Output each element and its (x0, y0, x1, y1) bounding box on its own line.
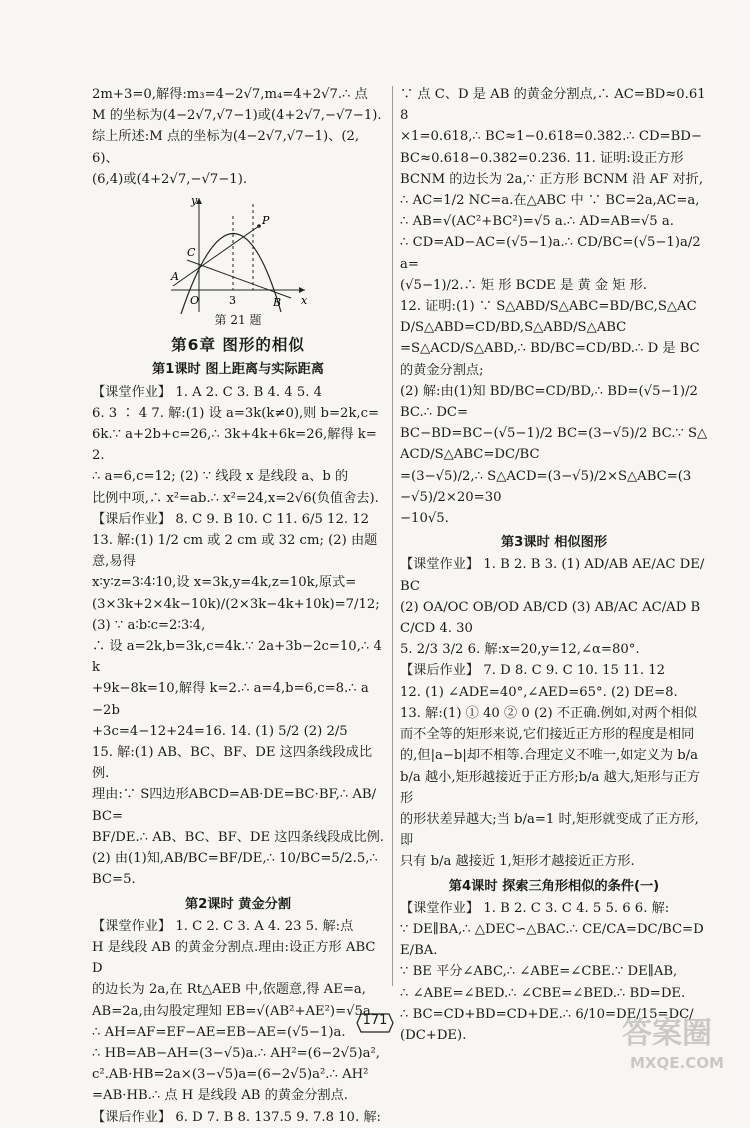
text-line: 而不全等的矩形来说,它们接近正方形的程度是相同 (400, 727, 695, 743)
text-line: 综上所述:M 点的坐标为(4−2√7,√7−1)、(2,6)、 (92, 129, 360, 166)
text-line: ∴ BC=CD+BD=CD+DE.∴ 6/10=DE/15=DC/(DC+DE). (400, 1006, 694, 1043)
text-line: 【课堂作业】 1. B 2. B 3. (1) AD/AB AE/AC DE/BC (400, 557, 705, 594)
left-column (92, 84, 384, 1128)
text-line: H 是线段 AB 的黄金分割点.理由:设正方形 ABCD (92, 939, 376, 977)
text-line: 【课后作业】 8. C 9. B 10. C 11. 6/5 12. 12 (92, 511, 370, 527)
text-line: ∵ DE∥BA,∴ △DEC∽△BAC.∴ CE/CA=DC/BC=DE/BA. (400, 921, 704, 959)
lesson-4-title: 第4课时 探索三角形相似的条件(一) (448, 878, 660, 894)
text-line: 【课堂作业】 1. B 2. C 3. C 4. 5 5. 6 6. 解: (400, 900, 670, 916)
text-line: ∴ 设 a=2k,b=3k,c=4k.∵ 2a+3b−2c=10,∴ 4k (92, 639, 382, 676)
text-line: 15. 解:(1) AB、BC、BF、DE 这四条线段成比例. (92, 745, 373, 782)
left-intro-block (92, 84, 384, 190)
label-three: 3 (229, 294, 236, 308)
label-a: A (171, 270, 179, 284)
text-line: ∴ a=6,c=12; (2) ∵ 线段 x 是线段 a、b 的 (92, 469, 349, 485)
text-line: M 的坐标为(4−2√7,√7−1)或(4+2√7,−√7−1). (92, 108, 382, 124)
text-line: (6,4)或(4+2√7,−√7−1). (92, 171, 248, 187)
text-line: 比例中项,∴ x²=ab.∴ x²=24,x=2√6(负值舍去). (92, 490, 379, 506)
text-line: 【课堂作业】 1. A 2. C 3. B 4. 4 5. 4 (92, 384, 323, 400)
label-o: O (190, 294, 200, 308)
page-number (355, 1010, 395, 1036)
text-line: c².AB·HB=2a×(3−√5)a=(6−2√5)a².∴ AH² (92, 1067, 369, 1083)
text-line: 13. 解:(1) 1/2 cm 或 2 cm 或 32 cm; (2) 由题意,易得 (92, 533, 378, 570)
text-line: 2m+3=0,解得:m₃=4−2√7,m₄=4+2√7.∴ 点 (92, 87, 368, 102)
text-line: 的边长为 2a,在 Rt△AEB 中,依题意,得 AE=a, (92, 982, 366, 998)
watermark-text-top: 答案圈 (622, 1016, 712, 1051)
text-line: BF/DE.∴ AB、BC、BF、DE 这四条线段成比例. (92, 829, 384, 845)
lesson-2-answers (92, 916, 384, 1128)
label-c: C (187, 246, 196, 260)
lesson-1-title: 第1课时 图上距离与实际距离 (151, 362, 325, 378)
text-line: (2) OA/OC OB/OD AB/CD (3) AB/AC AC/AD BC/CD 4. 30 (400, 599, 701, 637)
text-line: (2) 由(1)知,AB/BC=BF/DE,∴ 10/BC=5/2.5,∴ BC=5. (92, 851, 378, 888)
text-line: BC−BD=BC−(√5−1)/2 BC=(3−√5)/2 BC.∵ S△ACD/S△ABC=DC/BC (400, 426, 708, 463)
text-line: ∵ BE 平分∠ABC,∴ ∠ABE=∠CBE.∵ DE∥AB, (400, 964, 678, 980)
text-line: 【课堂作业】 1. C 2. C 3. A 4. 23 5. 解:点 (92, 918, 354, 934)
lesson-2-title: 第2课时 黄金分割 (184, 896, 292, 912)
point-p (257, 224, 261, 228)
line-ap (173, 226, 259, 286)
text-line: ∴ AB=√(AC²+BC²)=√5 a.∴ AD=AB=√5 a. (400, 214, 674, 230)
label-p: P (262, 214, 270, 228)
text-line: 12. 证明:(1) ∵ S△ABD/S△ABC=BD/BC,S△ACD/S△ABD=CD/BD,S△ABD/S△ABC (400, 299, 697, 336)
problem-21-figure (163, 194, 313, 314)
column-divider (392, 86, 393, 986)
text-line: (3×3k+2×4k−10k)/(2×3k−4k+10k)=7/12; (3) ∵ a∶b∶c=2∶3∶4, (92, 596, 380, 633)
label-x: x (301, 294, 308, 308)
x-axis-arrow (299, 287, 305, 293)
right-continued-answers (400, 84, 708, 529)
figure-caption: 第 21 题 (214, 313, 262, 328)
chapter-title: 第6章 图形的相似 (171, 336, 305, 355)
text-line: +3c=4−12+24=16. 14. (1) 5/2 (2) 2/5 (92, 723, 348, 739)
text-line: BCNM 的边长为 2a,∵ 正方形 BCNM 沿 AF 对折, (400, 171, 704, 187)
text-line: =AB·HB.∴ 点 H 是线段 AB 的黄金分割点. (92, 1088, 348, 1104)
text-line: (2) 解:由(1)知 BD/BC=CD/BD,∴ BD=(√5−1)/2 BC.∴ DC= (400, 383, 698, 421)
watermark-text-bottom: MXQE.COM (630, 1054, 724, 1072)
text-line: ∴ AH=AF=EF−AE=EB−AE=(√5−1)a. (92, 1024, 346, 1040)
text-line: 6. 3 ∶ 4 7. 解:(1) 设 a=3k(k≠0),则 b=2k,c= (92, 405, 380, 421)
text-line: 理由:∵ S四边形ABCD=AB·DE=BC·BF,∴ AB/BC= (92, 787, 377, 824)
text-line: =S△ACD/S△ABD,∴ BD/BC=CD/BD.∴ D 是 BC 的黄金分割点; (400, 341, 700, 378)
text-line: 只有 b/a 越接近 1,矩形才越接近正方形. (400, 854, 635, 870)
label-b: B (273, 296, 282, 310)
text-line: 13. 解:(1) ① 40 ② 0 (2) 不正确.例如,对两个相似 (400, 705, 698, 721)
label-y: y (191, 194, 198, 208)
text-line: 的,但|a−b|却不相等.合理定义不唯一,如定义为 b/a (400, 748, 698, 764)
text-line: x∶y∶z=3∶4∶10,设 x=3k,y=4k,z=10k,原式= (92, 575, 357, 591)
text-line: 的形状差异越大;当 b/a=1 时,矩形就变成了正方形,即 (400, 811, 699, 849)
text-line: 12. (1) ∠ADE=40°,∠AED=65°. (2) DE=8. (400, 684, 678, 700)
lesson-3-answers (400, 554, 708, 872)
lesson-3-title: 第3课时 相似图形 (500, 535, 608, 551)
right-column (400, 84, 708, 1046)
text-line: ∴ ∠ABE=∠BED.∴ ∠CBE=∠BED.∴ BD=DE. (400, 985, 686, 1001)
text-line: ∴ HB=AB−AH=(3−√5)a.∴ AH²=(6−2√5)a², (92, 1045, 380, 1061)
text-line: AB=2a,由勾股定理知 EB=√(AB²+AE²)=√5a. (92, 1003, 375, 1019)
text-line: 5. 2/3 3/2 6. 解:x=20,y=12,∠α=80°. (400, 642, 640, 658)
text-line: 6k.∵ a+2b+c=26,∴ 3k+4k+6k=26,解得 k=2. (92, 427, 377, 464)
text-line: +9k−8k=10,解得 k=2.∴ a=4,b=6,c=8.∴ a−2b (92, 681, 369, 718)
text-line: ∴ CD=AD−AC=(√5−1)a.∴ CD/BC=(√5−1)a/2a= (400, 235, 701, 272)
text-line: (√5−1)/2.∴ 矩 形 BCDE 是 黄 金 矩 形. (400, 277, 648, 293)
watermark-logo (616, 1006, 740, 1078)
text-line: ∴ AC=1/2 NC=a.在△ABC 中 ∵ BC=2a,AC=a, (400, 193, 700, 209)
text-line: −10√5. (400, 511, 449, 527)
lesson-1-answers (92, 382, 384, 891)
text-line: 【课后作业】 7. D 8. C 9. C 10. 15 11. 12 (400, 663, 666, 679)
line-cb (187, 260, 291, 298)
page-number-text: 171 (362, 1013, 388, 1028)
text-line: b/a 越小,矩形越接近于正方形;b/a 越大,矩形与正方形 (400, 769, 701, 806)
text-line: =(3−√5)/2,∴ S△ACD=(3−√5)/2×S△ABC=(3−√5)/2×20=30 (400, 468, 692, 505)
text-line: BC≈0.618−0.382=0.236. 11. 证明:设正方形 (400, 150, 684, 166)
text-line: ∵ 点 C、D 是 AB 的黄金分割点,∴ AC=BD≈0.618 (400, 87, 706, 124)
text-line: ×1=0.618,∴ BC≈1−0.618=0.382.∴ CD=BD− (400, 129, 702, 145)
text-line: 【课后作业】 6. D 7. B 8. 137.5 9. 7.8 10. 解: (92, 1109, 381, 1125)
